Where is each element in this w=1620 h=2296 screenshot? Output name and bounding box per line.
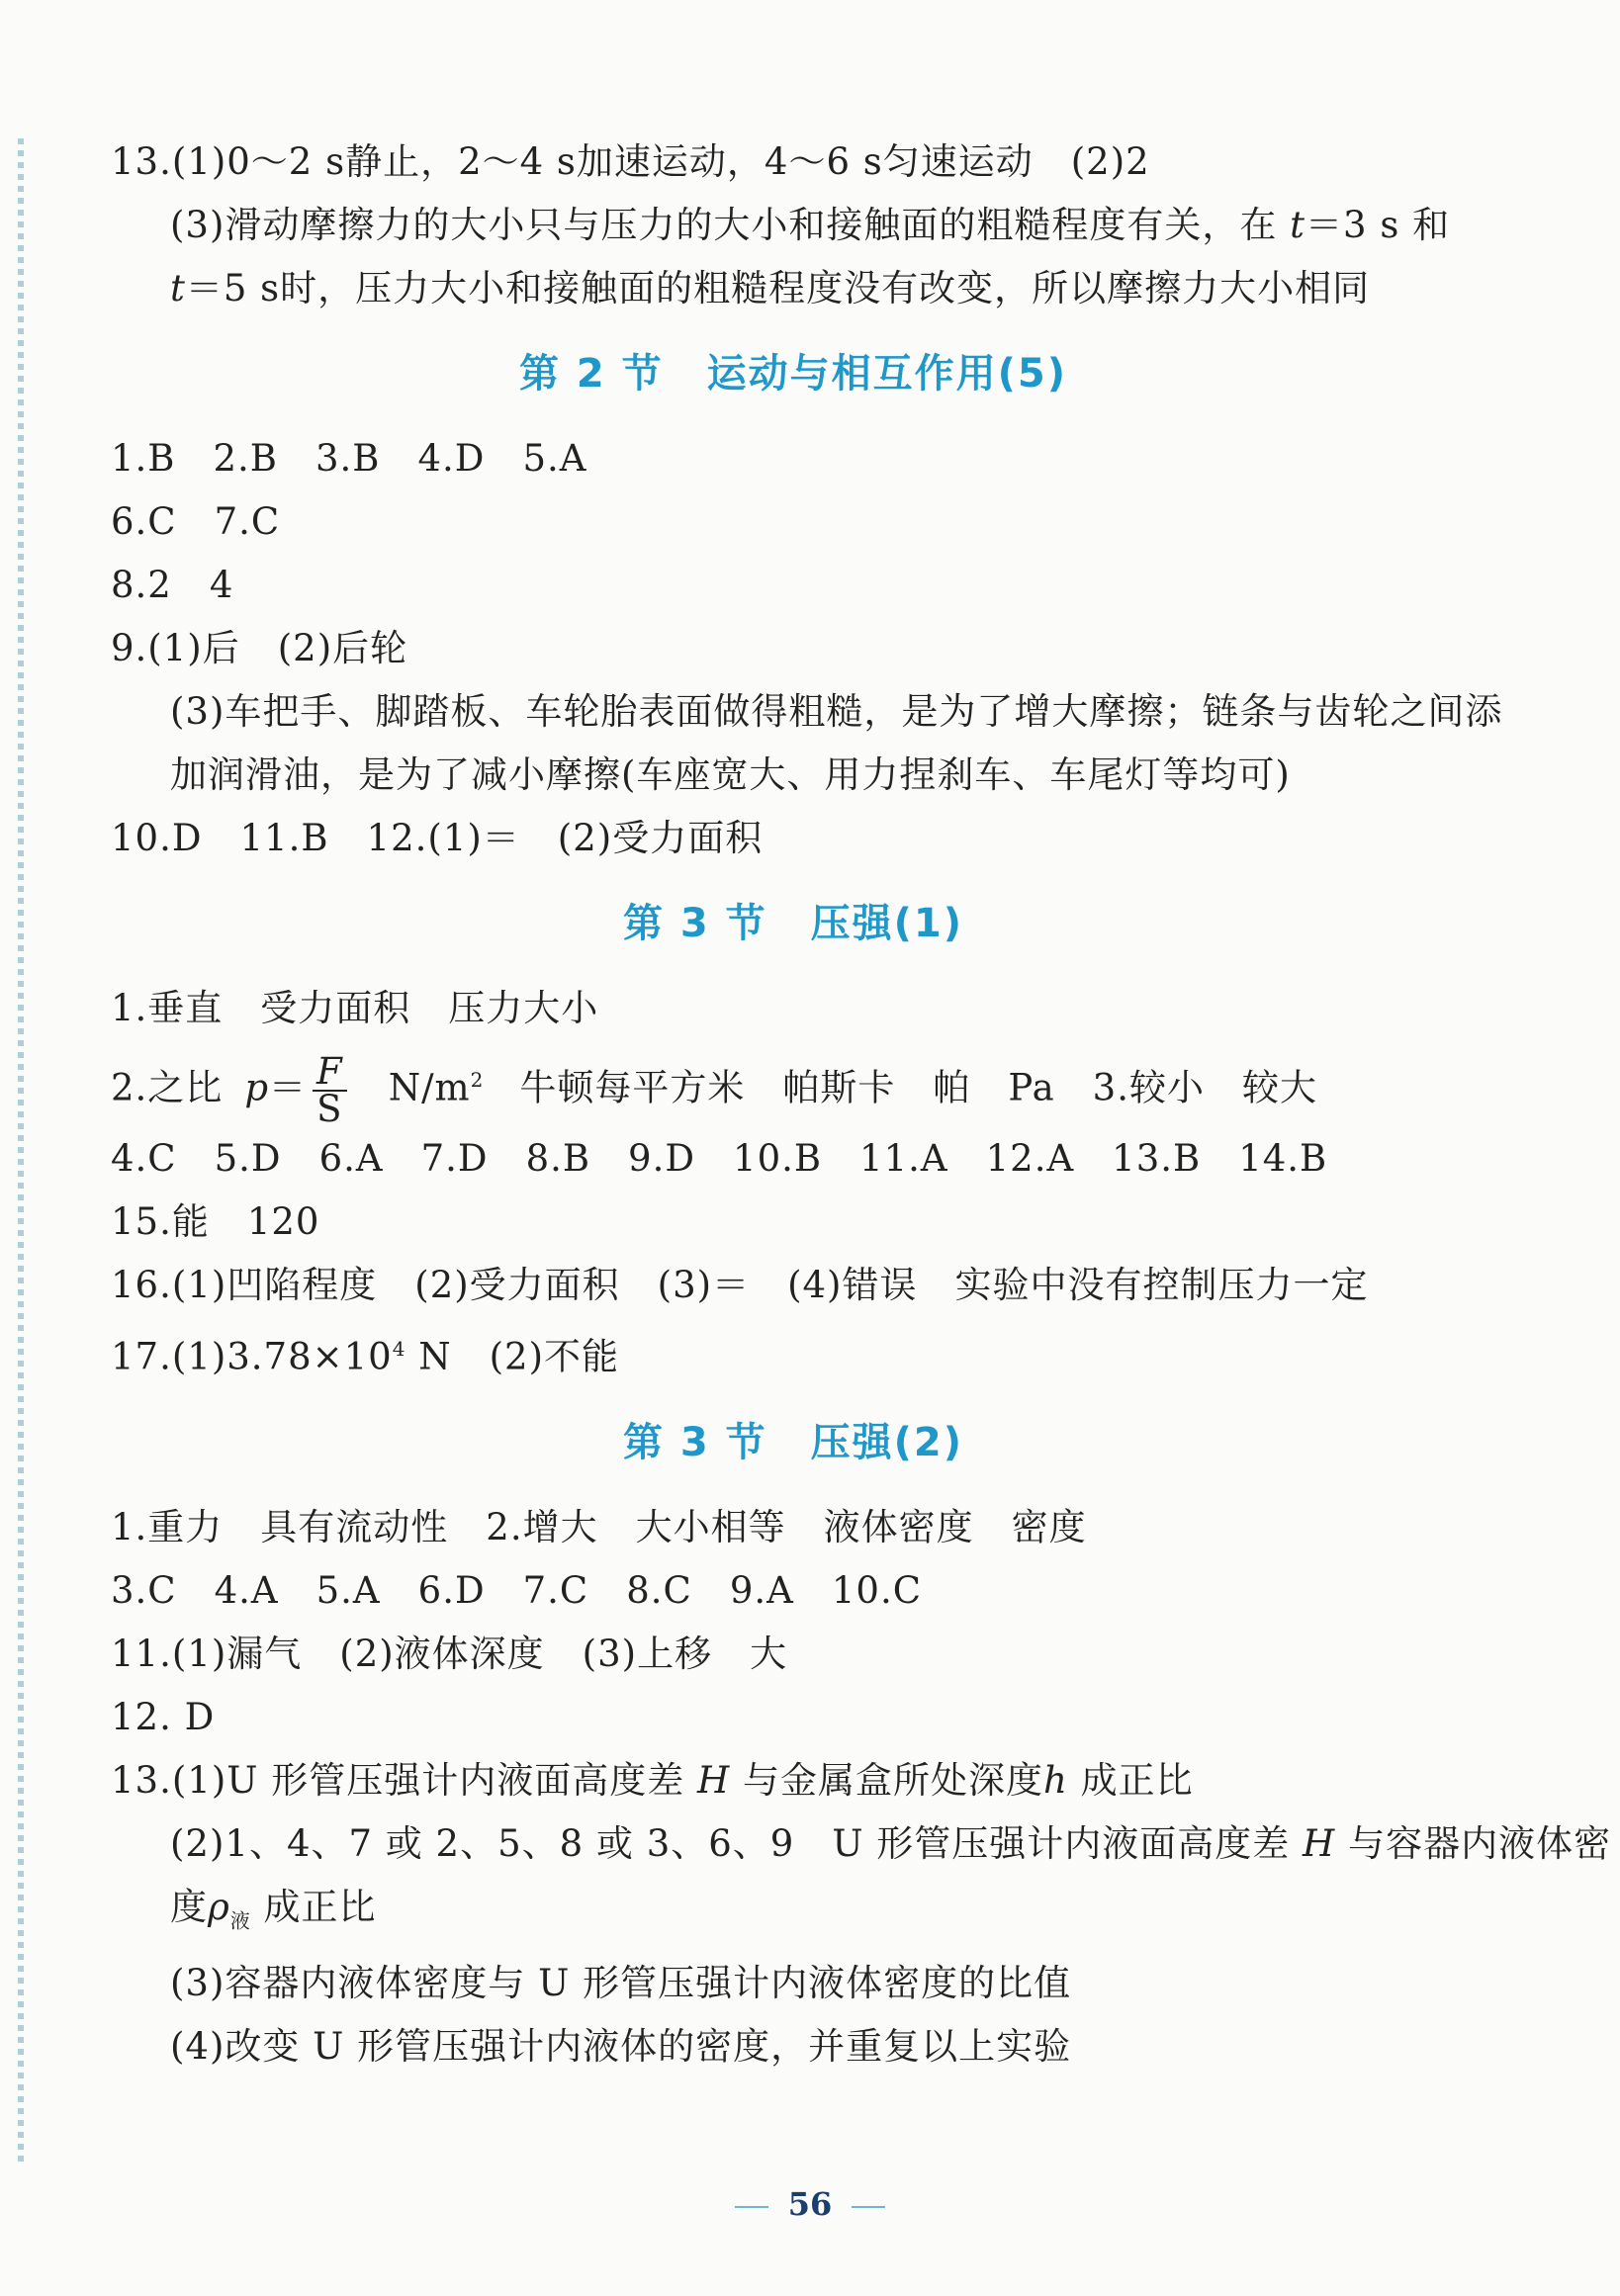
text: 与容器内液体密: [1335, 1821, 1612, 1865]
text: N (2)不能: [405, 1335, 619, 1378]
footer-dash: [735, 2206, 768, 2208]
answer-line: 4.C 5.D 6.A 7.D 8.B 9.D 10.B 11.A 12.A 13.B 14.B: [111, 1137, 1328, 1181]
answer-line: 13.(1)0～2 s静止，2～4 s加速运动，4～6 s匀速运动 (2)2: [111, 140, 1150, 183]
answer-line: 1.B 2.B 3.B 4.D 5.A: [111, 437, 587, 480]
answer-line: 3.C 4.A 5.A 6.D 7.C 8.C 9.A 10.C: [111, 1568, 923, 1612]
footer-dash: [852, 2206, 885, 2208]
answer-line: (4)改变 U 形管压强计内液体的密度，并重复以上实验: [170, 2025, 1072, 2069]
answer-line: 12. D: [111, 1695, 216, 1738]
exponent: 4: [392, 1337, 406, 1362]
variable-t: t: [170, 267, 186, 309]
answer-line: [111, 1812, 1612, 1876]
section-heading: [111, 892, 1476, 955]
answer-line: [111, 1317, 1476, 1388]
answer-line: 16.(1)凹陷程度 (2)受力面积 (3)＝ (4)错误 实验中没有控制压力一定: [111, 1264, 1369, 1307]
text: 13.(1)U 形管压强计内液面高度差: [111, 1758, 697, 1802]
answer-line: 15.能 120: [111, 1200, 320, 1244]
answer-line: 加润滑油，是为了减小摩擦(车座宽大、用力捏刹车、车尾灯等均可): [170, 753, 1291, 796]
text: ＝5 s时，压力大小和接触面的粗糙程度没有改变，所以摩擦力大小相同: [185, 267, 1371, 309]
subscript: 液: [229, 1908, 251, 1933]
text: (2)1、4、7 或 2、5、8 或 3、6、9 U 形管压强计内液面高度差: [170, 1821, 1304, 1865]
exponent: 2: [470, 1068, 485, 1092]
answer-line: (3)容器内液体密度与 U 形管压强计内液体密度的比值: [170, 1962, 1072, 2005]
text: ＝3 s 和: [1305, 204, 1451, 246]
section-number: 第 3 节: [622, 1419, 767, 1465]
answer-line: 9.(1)后 (2)后轮: [111, 627, 408, 669]
variable-t: t: [1290, 204, 1306, 246]
variable-h: h: [1043, 1758, 1068, 1802]
variable-H: H: [1303, 1821, 1336, 1865]
text: 度: [170, 1885, 208, 1928]
answer-line: [111, 1040, 1476, 1130]
section-heading: [111, 1411, 1476, 1474]
page-footer: [0, 2185, 1620, 2223]
section-title: 压强(2): [810, 1419, 964, 1465]
answer-line: [111, 194, 1476, 257]
answer-line: 11.(1)漏气 (2)液体深度 (3)上移 大: [111, 1632, 788, 1675]
answer-line: [111, 257, 1476, 320]
answer-line: 10.D 11.B 12.(1)＝ (2)受力面积: [111, 817, 764, 859]
section-number: 第 2 节: [518, 351, 664, 397]
text: 2.之比: [111, 1066, 224, 1109]
page-number: 56: [787, 2185, 833, 2223]
text: 与金属盒所处深度: [730, 1758, 1044, 1802]
answer-line: [111, 1876, 1476, 1952]
text: (3)滑动摩擦力的大小只与压力的大小和接触面的粗糙程度有关，在: [170, 204, 1291, 246]
section-number: 第 3 节: [622, 901, 767, 946]
equals-sign: ＝: [269, 1066, 307, 1109]
answer-line: 6.C 7.C: [111, 500, 281, 543]
answer-line: [111, 1749, 1476, 1812]
answer-line: 1.重力 具有流动性 2.增大 大小相等 液体密度 密度: [111, 1505, 1087, 1548]
fraction: [313, 1049, 347, 1130]
text: 牛顿每平方米 帕斯卡 帕 Pa 3.较小 较大: [519, 1066, 1317, 1109]
section-heading: [111, 342, 1476, 405]
fraction-denominator: S: [316, 1087, 343, 1130]
section-title: 运动与相互作用(5): [706, 351, 1068, 397]
fraction-numerator: F: [313, 1054, 347, 1092]
binding-edge: [18, 138, 24, 2165]
answer-line: 8.2 4: [111, 564, 234, 606]
section-title: 压强(1): [810, 901, 964, 946]
answer-line: 1.垂直 受力面积 压力大小: [111, 987, 599, 1029]
answer-line: (3)车把手、脚踏板、车轮胎表面做得粗糙，是为了增大摩擦；链条与齿轮之间添: [170, 690, 1503, 733]
variable-p: p: [244, 1066, 269, 1109]
page-content: [111, 131, 1612, 2078]
variable-H: H: [696, 1758, 731, 1802]
text: 成正比: [250, 1885, 377, 1928]
text: 成正比: [1067, 1758, 1194, 1802]
variable-rho: ρ: [208, 1885, 230, 1928]
text: 17.(1)3.78×10: [111, 1335, 393, 1378]
unit: N/m: [388, 1066, 471, 1109]
